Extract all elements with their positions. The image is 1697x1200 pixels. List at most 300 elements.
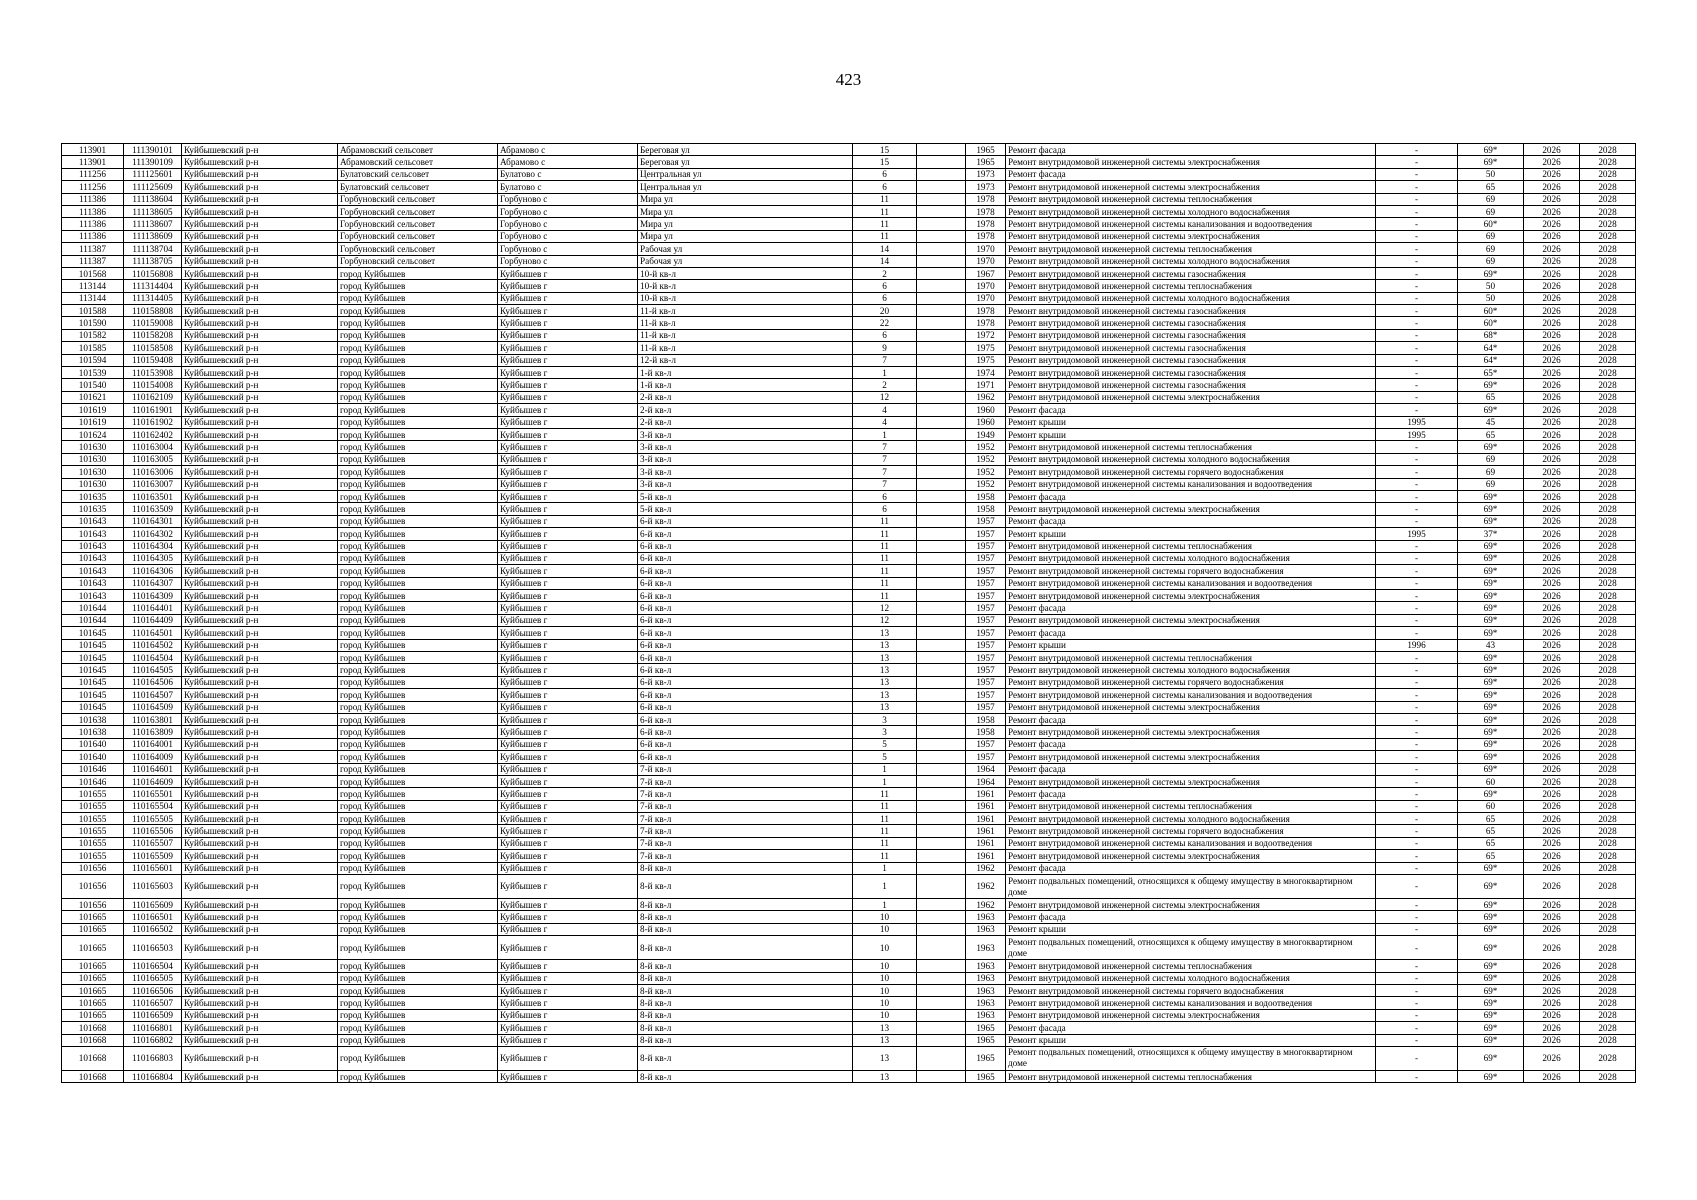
cell-district: Куйбышевский р-н (182, 292, 338, 304)
cell-build-year: 1961 (966, 788, 1006, 800)
cell-work-id: 110164501 (124, 627, 182, 639)
cell-start-year: 2026 (1524, 664, 1580, 676)
cell-house-id: 101630 (62, 453, 124, 465)
cell-last-repair-year: - (1376, 738, 1458, 750)
cell-wear-percent: 45 (1458, 416, 1524, 428)
cell-district: Куйбышевский р-н (182, 218, 338, 230)
cell-street: 6-й кв-л (638, 577, 853, 589)
cell-house-number: 13 (853, 1034, 917, 1046)
cell-wear-percent: 69 (1458, 466, 1524, 478)
cell-work-id: 110158208 (124, 329, 182, 341)
cell-end-year: 2028 (1580, 305, 1636, 317)
cell-house-id: 101655 (62, 800, 124, 812)
cell-last-repair-year: - (1376, 825, 1458, 837)
cell-wear-percent: 69* (1458, 267, 1524, 279)
cell-work-id: 110164307 (124, 577, 182, 589)
cell-district: Куйбышевский р-н (182, 664, 338, 676)
cell-municipality: город Куйбышев (338, 391, 498, 403)
cell-street: 6-й кв-л (638, 738, 853, 750)
cell-work-type: Ремонт внутридомовой инженерной системы канализования и водоотведения (1006, 837, 1376, 849)
cell-end-year: 2028 (1580, 478, 1636, 490)
cell-end-year: 2028 (1580, 552, 1636, 564)
cell-build-year: 1965 (966, 156, 1006, 168)
cell-work-id: 110164505 (124, 664, 182, 676)
cell-end-year: 2028 (1580, 565, 1636, 577)
cell-building (917, 317, 966, 329)
table-row (62, 540, 1636, 552)
cell-street: 3-й кв-л (638, 453, 853, 465)
table-row (62, 689, 1636, 701)
cell-wear-percent: 65 (1458, 181, 1524, 193)
cell-district: Куйбышевский р-н (182, 788, 338, 800)
cell-start-year: 2026 (1524, 379, 1580, 391)
cell-last-repair-year: - (1376, 862, 1458, 874)
cell-end-year: 2028 (1580, 156, 1636, 168)
cell-house-number: 10 (853, 960, 917, 972)
cell-house-id: 113901 (62, 144, 124, 156)
cell-build-year: 1952 (966, 466, 1006, 478)
cell-district: Куйбышевский р-н (182, 1070, 338, 1082)
cell-work-id: 110166501 (124, 911, 182, 923)
cell-work-id: 110163501 (124, 490, 182, 502)
cell-district: Куйбышевский р-н (182, 751, 338, 763)
cell-house-id: 101645 (62, 627, 124, 639)
cell-street: 7-й кв-л (638, 825, 853, 837)
cell-house-number: 20 (853, 305, 917, 317)
cell-building (917, 577, 966, 589)
cell-wear-percent: 43 (1458, 639, 1524, 651)
table-row (62, 960, 1636, 972)
cell-build-year: 1970 (966, 243, 1006, 255)
cell-settlement: Куйбышев г (498, 565, 638, 577)
table-row (62, 1046, 1636, 1070)
cell-wear-percent: 69* (1458, 701, 1524, 713)
cell-municipality: город Куйбышев (338, 862, 498, 874)
cell-building (917, 1070, 966, 1082)
cell-house-id: 101640 (62, 751, 124, 763)
cell-street: 6-й кв-л (638, 639, 853, 651)
cell-district: Куйбышевский р-н (182, 404, 338, 416)
cell-building (917, 428, 966, 440)
cell-start-year: 2026 (1524, 144, 1580, 156)
cell-municipality: город Куйбышев (338, 1009, 498, 1021)
cell-house-id: 101540 (62, 379, 124, 391)
cell-build-year: 1961 (966, 850, 1006, 862)
cell-house-id: 101645 (62, 676, 124, 688)
cell-work-id: 111125601 (124, 168, 182, 180)
cell-last-repair-year: - (1376, 1022, 1458, 1034)
cell-wear-percent: 69* (1458, 1046, 1524, 1070)
cell-municipality: город Куйбышев (338, 528, 498, 540)
cell-street: 11-й кв-л (638, 342, 853, 354)
cell-street: 6-й кв-л (638, 726, 853, 738)
cell-municipality: город Куйбышев (338, 985, 498, 997)
cell-district: Куйбышевский р-н (182, 923, 338, 935)
cell-building (917, 1046, 966, 1070)
cell-house-number: 10 (853, 972, 917, 984)
cell-work-type: Ремонт внутридомовой инженерной системы горячего водоснабжения (1006, 466, 1376, 478)
table-row (62, 726, 1636, 738)
cell-start-year: 2026 (1524, 775, 1580, 787)
cell-end-year: 2028 (1580, 825, 1636, 837)
cell-building (917, 738, 966, 750)
cell-municipality: город Куйбышев (338, 652, 498, 664)
cell-start-year: 2026 (1524, 825, 1580, 837)
cell-wear-percent: 60* (1458, 317, 1524, 329)
cell-street: 2-й кв-л (638, 416, 853, 428)
cell-house-number: 1 (853, 428, 917, 440)
cell-last-repair-year: - (1376, 985, 1458, 997)
cell-last-repair-year: - (1376, 614, 1458, 626)
cell-house-number: 15 (853, 156, 917, 168)
cell-work-type: Ремонт фасада (1006, 1022, 1376, 1034)
cell-build-year: 1960 (966, 416, 1006, 428)
cell-district: Куйбышевский р-н (182, 689, 338, 701)
cell-end-year: 2028 (1580, 404, 1636, 416)
cell-district: Куйбышевский р-н (182, 614, 338, 626)
cell-work-type: Ремонт внутридомовой инженерной системы электроснабжения (1006, 726, 1376, 738)
cell-house-id: 101643 (62, 565, 124, 577)
cell-street: 6-й кв-л (638, 676, 853, 688)
cell-house-id: 101668 (62, 1046, 124, 1070)
cell-work-id: 110164401 (124, 602, 182, 614)
cell-wear-percent: 69* (1458, 515, 1524, 527)
cell-house-number: 10 (853, 985, 917, 997)
cell-work-id: 110163004 (124, 441, 182, 453)
cell-work-type: Ремонт подвальных помещений, относящихся к общему имуществу в многоквартирном доме (1006, 1046, 1376, 1070)
cell-building (917, 379, 966, 391)
cell-house-id: 101665 (62, 960, 124, 972)
cell-settlement: Куйбышев г (498, 391, 638, 403)
cell-building (917, 218, 966, 230)
cell-end-year: 2028 (1580, 490, 1636, 502)
cell-work-id: 110165507 (124, 837, 182, 849)
cell-building (917, 713, 966, 725)
cell-house-id: 101645 (62, 639, 124, 651)
cell-house-id: 101656 (62, 875, 124, 899)
cell-build-year: 1957 (966, 627, 1006, 639)
cell-last-repair-year: - (1376, 763, 1458, 775)
cell-work-id: 111138604 (124, 193, 182, 205)
cell-settlement: Горбуново с (498, 193, 638, 205)
cell-building (917, 193, 966, 205)
cell-municipality: город Куйбышев (338, 416, 498, 428)
cell-end-year: 2028 (1580, 391, 1636, 403)
cell-municipality: город Куйбышев (338, 639, 498, 651)
cell-work-id: 110166801 (124, 1022, 182, 1034)
cell-end-year: 2028 (1580, 1022, 1636, 1034)
cell-build-year: 1949 (966, 428, 1006, 440)
table-row (62, 972, 1636, 984)
cell-last-repair-year: - (1376, 565, 1458, 577)
table-row (62, 466, 1636, 478)
cell-wear-percent: 69* (1458, 936, 1524, 960)
cell-work-type: Ремонт внутридомовой инженерной системы газоснабжения (1006, 305, 1376, 317)
table-row (62, 1034, 1636, 1046)
cell-wear-percent: 69* (1458, 1022, 1524, 1034)
table-row (62, 181, 1636, 193)
table-row (62, 490, 1636, 502)
table-row (62, 825, 1636, 837)
cell-settlement: Куйбышев г (498, 490, 638, 502)
cell-wear-percent: 69* (1458, 875, 1524, 899)
cell-wear-percent: 60 (1458, 800, 1524, 812)
cell-work-id: 110154008 (124, 379, 182, 391)
cell-house-id: 101630 (62, 478, 124, 490)
cell-building (917, 614, 966, 626)
cell-work-id: 110161902 (124, 416, 182, 428)
cell-wear-percent: 69* (1458, 788, 1524, 800)
cell-settlement: Куйбышев г (498, 850, 638, 862)
cell-house-number: 11 (853, 218, 917, 230)
cell-work-type: Ремонт фасада (1006, 788, 1376, 800)
cell-last-repair-year: - (1376, 1009, 1458, 1021)
cell-wear-percent: 69 (1458, 193, 1524, 205)
cell-house-number: 13 (853, 689, 917, 701)
cell-build-year: 1957 (966, 664, 1006, 676)
cell-end-year: 2028 (1580, 1034, 1636, 1046)
cell-work-type: Ремонт фасада (1006, 763, 1376, 775)
cell-start-year: 2026 (1524, 676, 1580, 688)
cell-end-year: 2028 (1580, 367, 1636, 379)
cell-wear-percent: 69* (1458, 590, 1524, 602)
cell-last-repair-year: - (1376, 193, 1458, 205)
table-row (62, 329, 1636, 341)
cell-house-id: 101646 (62, 763, 124, 775)
cell-house-id: 101643 (62, 552, 124, 564)
table-row (62, 997, 1636, 1009)
cell-building (917, 441, 966, 453)
cell-build-year: 1957 (966, 738, 1006, 750)
cell-settlement: Куйбышев г (498, 367, 638, 379)
cell-build-year: 1957 (966, 590, 1006, 602)
cell-build-year: 1957 (966, 614, 1006, 626)
table-row (62, 775, 1636, 787)
cell-house-number: 2 (853, 267, 917, 279)
table-row (62, 565, 1636, 577)
cell-settlement: Куйбышев г (498, 453, 638, 465)
cell-end-year: 2028 (1580, 379, 1636, 391)
cell-work-type: Ремонт крыши (1006, 528, 1376, 540)
cell-municipality: город Куйбышев (338, 367, 498, 379)
cell-start-year: 2026 (1524, 602, 1580, 614)
cell-district: Куйбышевский р-н (182, 391, 338, 403)
table-row (62, 763, 1636, 775)
cell-municipality: город Куйбышев (338, 960, 498, 972)
cell-municipality: Горбуновский сельсовет (338, 230, 498, 242)
cell-house-number: 14 (853, 243, 917, 255)
cell-last-repair-year: - (1376, 391, 1458, 403)
cell-street: 8-й кв-л (638, 875, 853, 899)
cell-work-id: 110163509 (124, 503, 182, 515)
table-row (62, 292, 1636, 304)
cell-last-repair-year: - (1376, 367, 1458, 379)
cell-start-year: 2026 (1524, 985, 1580, 997)
cell-last-repair-year: - (1376, 230, 1458, 242)
cell-end-year: 2028 (1580, 193, 1636, 205)
cell-district: Куйбышевский р-н (182, 243, 338, 255)
cell-house-number: 11 (853, 590, 917, 602)
table-row (62, 441, 1636, 453)
cell-building (917, 453, 966, 465)
cell-start-year: 2026 (1524, 862, 1580, 874)
table-body (62, 144, 1636, 1083)
cell-work-id: 111138704 (124, 243, 182, 255)
cell-last-repair-year: - (1376, 972, 1458, 984)
cell-build-year: 1957 (966, 751, 1006, 763)
cell-last-repair-year: - (1376, 960, 1458, 972)
cell-building (917, 144, 966, 156)
cell-municipality: город Куйбышев (338, 751, 498, 763)
cell-work-type: Ремонт крыши (1006, 1034, 1376, 1046)
cell-house-number: 12 (853, 391, 917, 403)
table-row (62, 1022, 1636, 1034)
cell-house-id: 101640 (62, 738, 124, 750)
cell-settlement: Куйбышев г (498, 775, 638, 787)
cell-work-id: 110164507 (124, 689, 182, 701)
cell-end-year: 2028 (1580, 267, 1636, 279)
cell-work-type: Ремонт внутридомовой инженерной системы канализования и водоотведения (1006, 218, 1376, 230)
cell-last-repair-year: - (1376, 552, 1458, 564)
cell-house-number: 11 (853, 813, 917, 825)
cell-settlement: Куйбышев г (498, 627, 638, 639)
cell-build-year: 1957 (966, 515, 1006, 527)
cell-start-year: 2026 (1524, 590, 1580, 602)
cell-street: Мира ул (638, 218, 853, 230)
cell-municipality: город Куйбышев (338, 763, 498, 775)
cell-end-year: 2028 (1580, 775, 1636, 787)
cell-building (917, 775, 966, 787)
cell-work-id: 110165609 (124, 899, 182, 911)
cell-last-repair-year: - (1376, 652, 1458, 664)
cell-work-type: Ремонт внутридомовой инженерной системы газоснабжения (1006, 342, 1376, 354)
cell-district: Куйбышевский р-н (182, 255, 338, 267)
cell-build-year: 1962 (966, 899, 1006, 911)
cell-settlement: Куйбышев г (498, 528, 638, 540)
cell-build-year: 1975 (966, 342, 1006, 354)
cell-house-number: 7 (853, 354, 917, 366)
cell-settlement: Куйбышев г (498, 1034, 638, 1046)
cell-municipality: город Куйбышев (338, 875, 498, 899)
cell-building (917, 205, 966, 217)
cell-build-year: 1957 (966, 689, 1006, 701)
table-row (62, 664, 1636, 676)
cell-settlement: Горбуново с (498, 230, 638, 242)
cell-work-type: Ремонт внутридомовой инженерной системы теплоснабжения (1006, 800, 1376, 812)
cell-municipality: город Куйбышев (338, 280, 498, 292)
cell-building (917, 972, 966, 984)
cell-settlement: Куйбышев г (498, 738, 638, 750)
cell-building (917, 552, 966, 564)
cell-district: Куйбышевский р-н (182, 825, 338, 837)
cell-work-id: 110164409 (124, 614, 182, 626)
cell-municipality: город Куйбышев (338, 713, 498, 725)
cell-work-id: 110166502 (124, 923, 182, 935)
cell-municipality: город Куйбышев (338, 305, 498, 317)
cell-street: 8-й кв-л (638, 1046, 853, 1070)
cell-building (917, 329, 966, 341)
table-row (62, 577, 1636, 589)
cell-start-year: 2026 (1524, 255, 1580, 267)
cell-building (917, 862, 966, 874)
table-row (62, 317, 1636, 329)
cell-street: 8-й кв-л (638, 899, 853, 911)
cell-end-year: 2028 (1580, 899, 1636, 911)
cell-settlement: Куйбышев г (498, 515, 638, 527)
table-row (62, 813, 1636, 825)
cell-work-id: 110166804 (124, 1070, 182, 1082)
cell-last-repair-year: - (1376, 751, 1458, 763)
cell-start-year: 2026 (1524, 193, 1580, 205)
cell-house-number: 7 (853, 466, 917, 478)
cell-start-year: 2026 (1524, 528, 1580, 540)
capital-repair-table (61, 143, 1636, 1083)
cell-last-repair-year: 1995 (1376, 428, 1458, 440)
cell-municipality: город Куйбышев (338, 317, 498, 329)
cell-municipality: город Куйбышев (338, 1022, 498, 1034)
cell-build-year: 1964 (966, 775, 1006, 787)
cell-district: Куйбышевский р-н (182, 1034, 338, 1046)
cell-municipality: город Куйбышев (338, 329, 498, 341)
cell-end-year: 2028 (1580, 528, 1636, 540)
cell-settlement: Абрамово с (498, 144, 638, 156)
cell-work-type: Ремонт фасада (1006, 738, 1376, 750)
cell-district: Куйбышевский р-н (182, 565, 338, 577)
cell-building (917, 726, 966, 738)
cell-work-id: 110166507 (124, 997, 182, 1009)
cell-house-number: 13 (853, 627, 917, 639)
cell-end-year: 2028 (1580, 652, 1636, 664)
cell-street: 11-й кв-л (638, 305, 853, 317)
cell-settlement: Куйбышев г (498, 639, 638, 651)
table-row (62, 850, 1636, 862)
cell-street: 7-й кв-л (638, 800, 853, 812)
cell-district: Куйбышевский р-н (182, 738, 338, 750)
cell-wear-percent: 69 (1458, 205, 1524, 217)
cell-work-type: Ремонт внутридомовой инженерной системы электроснабжения (1006, 1009, 1376, 1021)
cell-settlement: Куйбышев г (498, 292, 638, 304)
cell-last-repair-year: - (1376, 899, 1458, 911)
cell-settlement: Куйбышев г (498, 837, 638, 849)
cell-house-id: 101665 (62, 936, 124, 960)
cell-end-year: 2028 (1580, 763, 1636, 775)
cell-end-year: 2028 (1580, 972, 1636, 984)
cell-municipality: город Куйбышев (338, 1046, 498, 1070)
cell-district: Куйбышевский р-н (182, 960, 338, 972)
cell-settlement: Куйбышев г (498, 788, 638, 800)
cell-end-year: 2028 (1580, 416, 1636, 428)
cell-street: 2-й кв-л (638, 404, 853, 416)
cell-settlement: Куйбышев г (498, 503, 638, 515)
cell-settlement: Куйбышев г (498, 825, 638, 837)
cell-building (917, 354, 966, 366)
cell-start-year: 2026 (1524, 428, 1580, 440)
cell-street: 3-й кв-л (638, 466, 853, 478)
cell-start-year: 2026 (1524, 404, 1580, 416)
cell-building (917, 280, 966, 292)
cell-wear-percent: 69 (1458, 255, 1524, 267)
table-row (62, 453, 1636, 465)
cell-end-year: 2028 (1580, 997, 1636, 1009)
cell-wear-percent: 65 (1458, 428, 1524, 440)
cell-build-year: 1960 (966, 404, 1006, 416)
cell-last-repair-year: - (1376, 280, 1458, 292)
cell-end-year: 2028 (1580, 342, 1636, 354)
cell-municipality: город Куйбышев (338, 738, 498, 750)
cell-municipality: город Куйбышев (338, 627, 498, 639)
cell-settlement: Куйбышев г (498, 800, 638, 812)
cell-work-id: 110164306 (124, 565, 182, 577)
